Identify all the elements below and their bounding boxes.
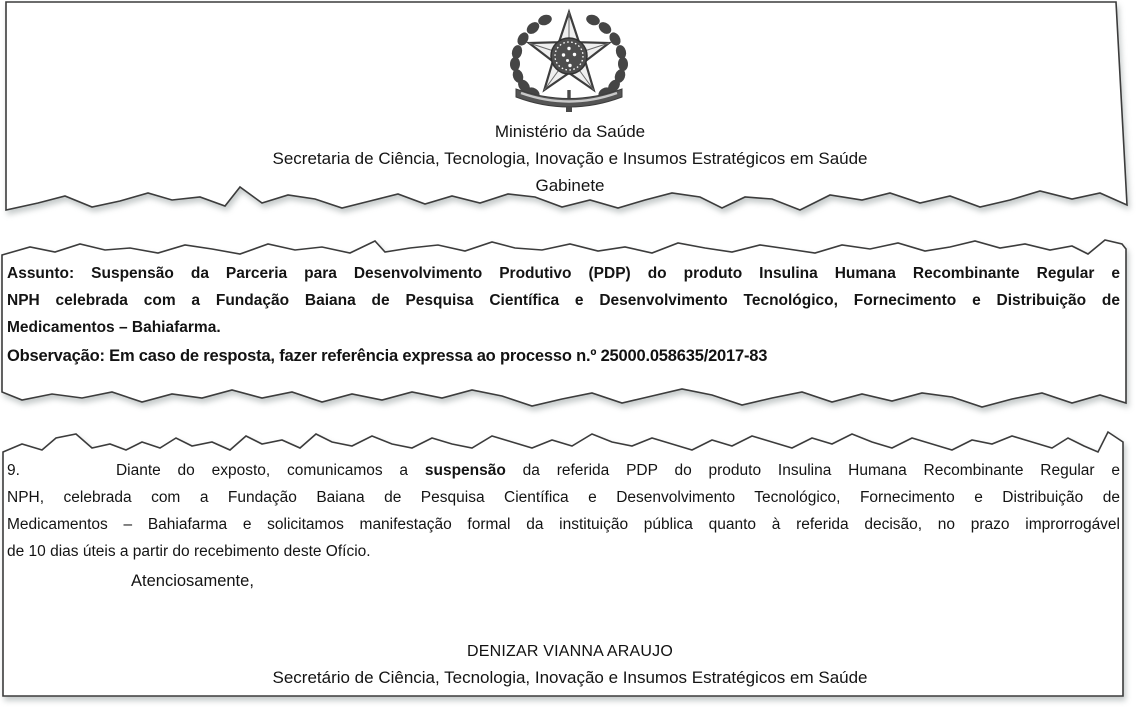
subject-paragraph xyxy=(7,260,1120,341)
body-paragraph-9 xyxy=(7,457,1120,565)
body-text: Diante do exposto, comunicamos a xyxy=(115,462,425,479)
observation-note: Observação: Em caso de resposta, fazer referência expressa ao processo n.º 25000.058635/2017-83 xyxy=(7,347,768,365)
office-name: Gabinete xyxy=(535,176,605,195)
paragraph-item-number: 9. xyxy=(7,462,20,479)
subject-line: NPH celebrada com a Fundação Baiana de Pesquisa Científica e Desenvolvimento Tecnológico, Fornecimento e Distribuição de xyxy=(7,292,1120,309)
secretariat-name: Secretaria de Ciência, Tecnologia, Inovação e Insumos Estratégicos em Saúde xyxy=(272,149,868,168)
body-line: de 10 dias úteis a partir do recebimento deste Ofício. xyxy=(7,543,371,560)
signer-title: Secretário de Ciência, Tecnologia, Inovação e Insumos Estratégicos em Saúde xyxy=(272,668,868,687)
body-line: Medicamentos – Bahiafarma e solicitamos manifestação formal da instituição pública quanto à referida decisão, no prazo improrrogável xyxy=(7,516,1120,533)
subject-line: Medicamentos – Bahiafarma. xyxy=(7,319,221,336)
body-line xyxy=(7,457,1120,484)
closing-salutation: Atenciosamente, xyxy=(131,572,254,590)
signer-name: DENIZAR VIANNA ARAUJO xyxy=(466,643,674,660)
brazil-coat-of-arms-icon xyxy=(499,6,639,114)
ministry-name: Ministério da Saúde xyxy=(494,122,646,141)
body-line: NPH, celebrada com a Fundação Baiana de Pesquisa Científica e Desenvolvimento Tecnológico, Fornecimento e Distribuição de xyxy=(7,489,1120,506)
body-text: da referida PDP do produto Insulina Humana Recombinante Regular e xyxy=(505,462,1120,479)
document-header xyxy=(0,118,1140,199)
body-text-bold-suspensao: suspensão xyxy=(424,462,506,479)
subject-line: Assunto: Suspensão da Parceria para Desenvolvimento Produtivo (PDP) do produto Insulina Humana Recombinante Regular e xyxy=(7,265,1120,282)
